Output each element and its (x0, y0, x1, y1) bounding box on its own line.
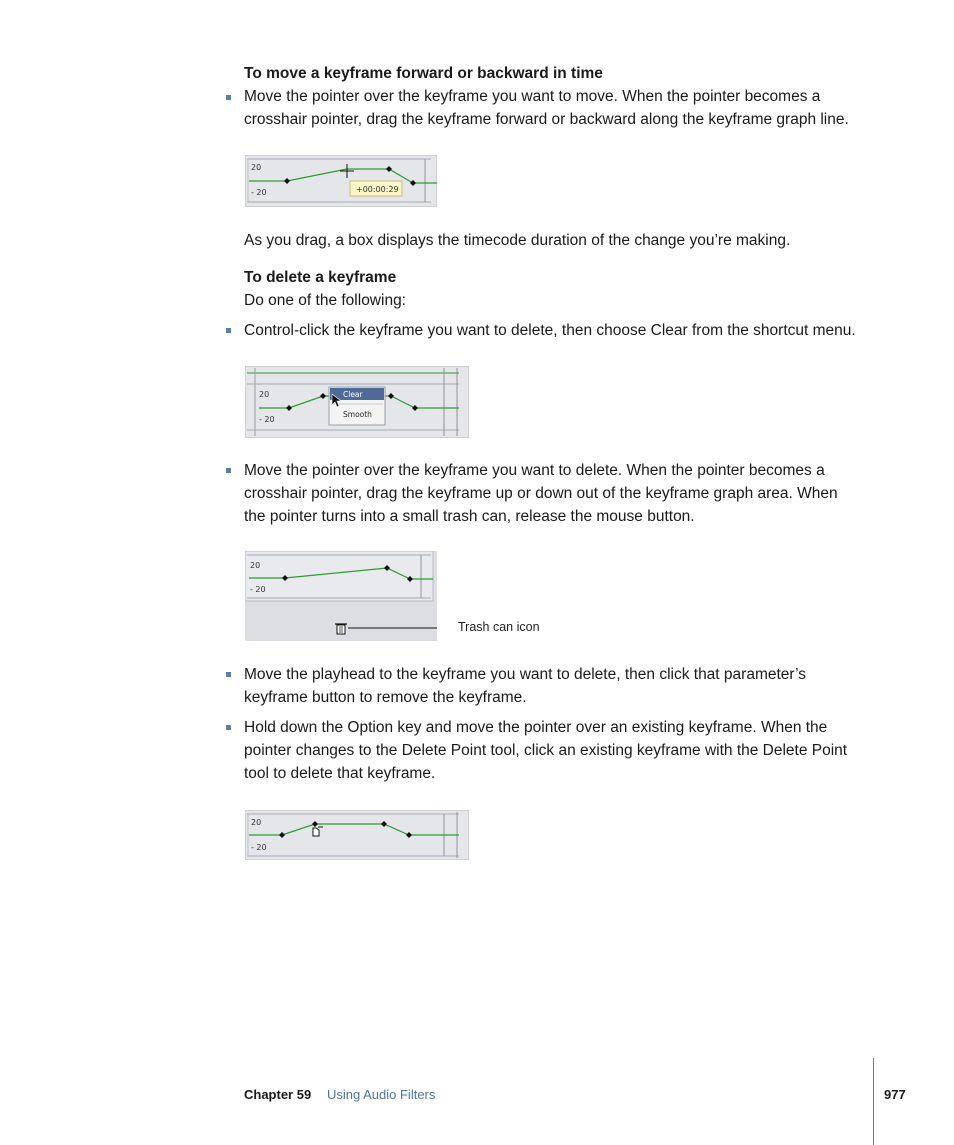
trash-can-icon (335, 624, 347, 634)
page-number: 977 (884, 1087, 906, 1102)
axis-bottom-label: - 20 (251, 843, 267, 852)
bullet-text: keyframe button to remove the keyframe. (244, 689, 527, 706)
axis-top-label: 20 (250, 561, 261, 570)
axis-bottom-label: - 20 (250, 585, 266, 594)
figure-shortcut-menu (245, 366, 469, 438)
footer-chapter-title: Using Audio Filters (327, 1087, 436, 1102)
figure-trash-can (245, 551, 437, 641)
footer-chapter: Chapter 59 (244, 1087, 312, 1102)
footer-divider (873, 1058, 874, 1145)
heading-delete-keyframe: To delete a keyframe (244, 269, 397, 286)
intro-text: Do one of the following: (244, 292, 406, 309)
bullet-text: the pointer turns into a small trash can, release the mouse button. (244, 508, 695, 525)
figure-drag-keyframe (245, 155, 437, 207)
bullet-text: Control-click the keyframe you want to delete, then choose Clear from the shortcut menu. (244, 322, 856, 339)
axis-bottom-label: - 20 (259, 415, 275, 424)
heading-move-keyframe: To move a keyframe forward or backward in time (244, 65, 603, 82)
menu-item-smooth-label: Smooth (343, 410, 372, 419)
bullet-text: crosshair pointer, drag the keyframe up or down out of the keyframe graph area. When (244, 485, 838, 502)
bullet-text: Move the pointer over the keyframe you want to move. When the pointer becomes a (244, 88, 821, 105)
bullet-text: Move the pointer over the keyframe you want to delete. When the pointer becomes a (244, 462, 825, 479)
figure-delete-point (245, 810, 469, 860)
axis-bottom-label: - 20 (251, 188, 267, 197)
bullet-text: pointer changes to the Delete Point tool, click an existing keyframe with the Delete Point (244, 742, 848, 759)
bullet-marker (226, 672, 231, 677)
callout-trash-can-label: Trash can icon (458, 620, 540, 634)
bullet-marker (226, 95, 231, 100)
bullet-marker (226, 328, 231, 333)
bullet-text: crosshair pointer, drag the keyframe forward or backward along the keyframe graph line. (244, 111, 849, 128)
timecode-text: +00:00:29 (356, 185, 399, 194)
bullet-text: tool to delete that keyframe. (244, 765, 436, 782)
axis-top-label: 20 (251, 163, 262, 172)
axis-top-label: 20 (259, 390, 270, 399)
bullet-text: Hold down the Option key and move the pointer over an existing keyframe. When the (244, 719, 828, 736)
axis-top-label: 20 (251, 818, 262, 827)
note-text: As you drag, a box displays the timecode duration of the change you’re making. (244, 232, 791, 249)
bullet-marker (226, 468, 231, 473)
bullet-text: Move the playhead to the keyframe you want to delete, then click that parameter’s (244, 666, 807, 683)
menu-item-clear-label: Clear (343, 390, 363, 399)
bullet-marker (226, 725, 231, 730)
